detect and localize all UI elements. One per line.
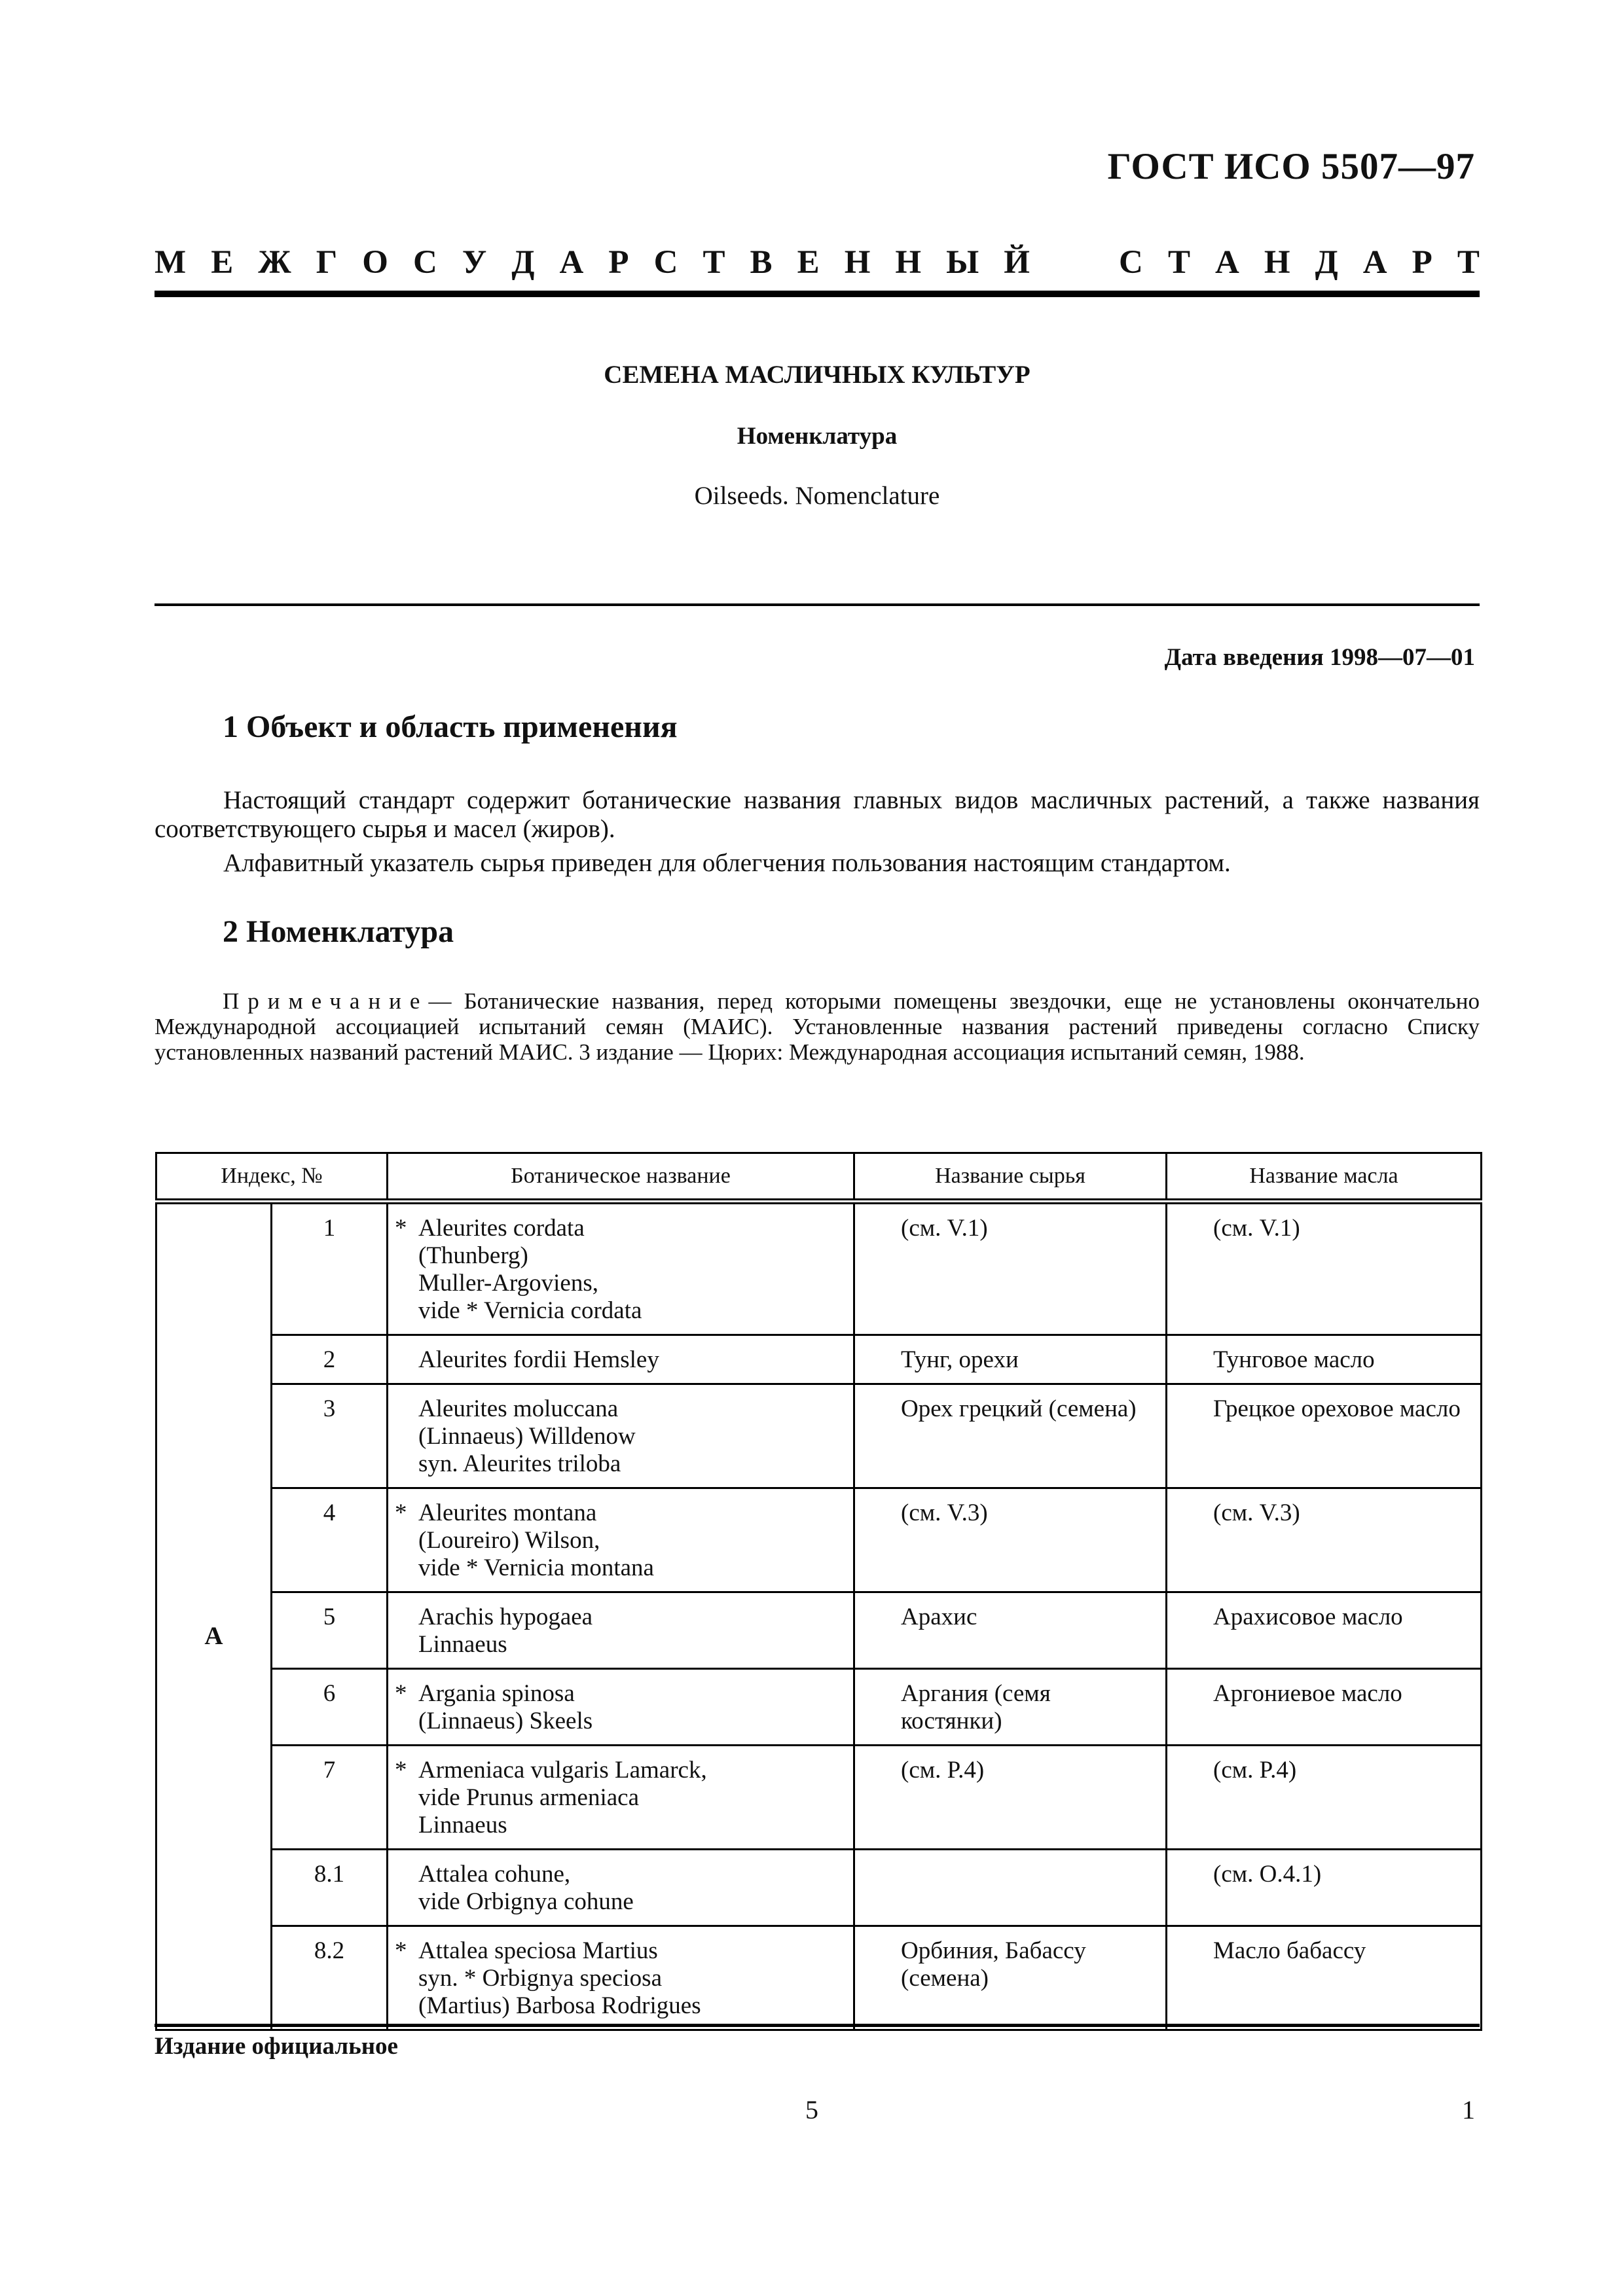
oil-name: Арахисовое масло [1167,1592,1482,1669]
botanical-line [395,1499,843,1527]
botanical-text: vide * Vernicia cordata [418,1297,642,1324]
botanical-line [395,1708,843,1735]
botanical-line [395,1680,843,1708]
document-code: ГОСТ ИСО 5507—97 [1107,146,1475,187]
botanical-name [388,1592,854,1669]
header-raw: Название сырья [854,1153,1167,1202]
botanical-line [395,1346,843,1374]
raw-material-name: (см. V.3) [854,1488,1167,1592]
botanical-line [395,1888,843,1916]
document-subtitle: Номенклатура [737,423,898,450]
botanical-line [395,1861,843,1888]
table-row [156,1488,1482,1592]
banner-letter: Т [702,244,725,281]
row-number: 3 [272,1384,388,1488]
group-letter: А [156,1202,272,2030]
raw-material-name: Арахис [854,1592,1167,1669]
botanical-line [395,1631,843,1659]
header-index: Индекс, № [156,1153,388,1202]
provisional-mark: * [395,1499,407,1526]
interstate-standard-banner [155,243,1480,281]
raw-material-name: Тунг, орехи [854,1335,1167,1384]
banner-letter: С [412,244,437,281]
botanical-text: Arachis hypogaea [418,1604,593,1630]
header-rule [155,291,1480,297]
banner-letter: Т [1457,244,1480,281]
banner-letter: Д [1315,244,1338,281]
note-label: Примечание [223,988,429,1014]
table-row [156,1384,1482,1488]
banner-letter: Е [797,244,820,281]
banner-letter: Д [511,244,535,281]
provisional-mark: * [395,1757,407,1784]
banner-letter: С [653,244,678,281]
botanical-text: (Loureiro) Wilson, [418,1527,600,1554]
row-number: 5 [272,1592,388,1669]
nomenclature-table [155,1152,1482,2031]
raw-material-name: Орех грецкий (семена) [854,1384,1167,1488]
oil-name: Грецкое ореховое масло [1167,1384,1482,1488]
row-number: 8.2 [272,1926,388,2030]
sheet-number: 1 [1462,2095,1475,2125]
botanical-text: Aleurites moluccana [418,1395,619,1422]
note-text: — Ботанические названия, перед которыми помещены звездочки, еще не установлены окончательно Международной ассоциацией испытаний семян (МАИС). Установленные названия растений приведены согласно Списку установленных названий растений МАИС. 3 издание — Цюрих: Международная ассоциация испытаний семян, 1988. [155,988,1480,1065]
banner-letter: С [1119,244,1143,281]
banner-letter: А [559,244,584,281]
row-number: 4 [272,1488,388,1592]
botanical-text: syn. Aleurites triloba [418,1450,621,1477]
english-title: Oilseeds. Nomenclature [694,482,940,510]
botanical-text: (Martius) Barbosa Rodrigues [418,1992,701,2019]
row-number: 7 [272,1746,388,1850]
botanical-line [395,1242,843,1270]
header-oil: Название масла [1167,1153,1482,1202]
row-number: 1 [272,1202,388,1335]
oil-name: (см. V.1) [1167,1202,1482,1335]
section-1-heading: 1 Объект и область применения [223,709,678,744]
banner-letter: Й [1004,244,1030,281]
banner-letter: Ы [946,244,979,281]
botanical-line [395,1423,843,1450]
document-title: СЕМЕНА МАСЛИЧНЫХ КУЛЬТУР [604,361,1030,389]
section-1-paragraph-2 [155,849,1480,878]
raw-material-name: (см. P.4) [854,1746,1167,1850]
oil-name: Тунговое масло [1167,1335,1482,1384]
oil-name: (см. V.3) [1167,1488,1482,1592]
botanical-text: Aleurites cordata [418,1215,585,1242]
botanical-line [395,1554,843,1582]
banner-letter: Т [1167,244,1190,281]
botanical-line [395,1812,843,1839]
edition-label: Издание официальное [155,2033,398,2060]
botanical-line [395,1784,843,1812]
row-number: 2 [272,1335,388,1384]
botanical-text: vide Orbignya cohune [418,1888,634,1915]
oil-name: Масло бабассу [1167,1926,1482,2030]
paragraph-text: Настоящий стандарт содержит ботанические названия главных видов масличных растений, а также названия соответствующего сырья и масел (жиров). [155,786,1480,843]
header-botanical: Ботаническое название [388,1153,854,1202]
botanical-text: Attalea speciosa Martius [418,1937,658,1964]
section-1-paragraph-1 [155,786,1480,844]
botanical-line [395,1527,843,1554]
banner-letter: Н [1264,244,1290,281]
banner-letter: Г [316,244,338,281]
botanical-name [388,1669,854,1746]
botanical-text: Attalea cohune, [418,1861,571,1888]
banner-letter: Р [1412,244,1432,281]
botanical-text: vide * Vernicia montana [418,1554,654,1581]
provisional-mark: * [395,1680,407,1707]
botanical-text: Armeniaca vulgaris Lamarck, [418,1757,707,1784]
botanical-text: Aleurites fordii Hemsley [418,1346,659,1373]
raw-material-name: Аргания (семя костянки) [854,1669,1167,1746]
provisional-mark: * [395,1215,407,1242]
footer-rule [155,2024,1480,2027]
oil-name: (см. P.4) [1167,1746,1482,1850]
banner-letter: У [462,244,487,281]
botanical-line [395,1450,843,1478]
banner-letter: А [1215,244,1239,281]
banner-letter: М [155,244,187,281]
botanical-name [388,1850,854,1926]
row-number: 6 [272,1669,388,1746]
banner-letter: Ж [258,244,291,281]
table-header-row [156,1153,1482,1202]
botanical-text: Linnaeus [418,1812,507,1839]
botanical-text: Argania spinosa [418,1680,575,1707]
botanical-line [395,1395,843,1423]
note-paragraph [155,988,1480,1065]
raw-material-name: Орбиния, Бабассу (семена) [854,1926,1167,2030]
banner-letter: О [362,244,388,281]
banner-letter: Н [844,244,871,281]
banner-letter: Р [608,244,629,281]
botanical-name [388,1202,854,1335]
page-number: 5 [805,2095,818,2125]
botanical-line [395,1270,843,1297]
botanical-line [395,1215,843,1242]
botanical-line [395,1992,843,2020]
botanical-line [395,1937,843,1965]
botanical-name [388,1384,854,1488]
botanical-text: (Thunberg) [418,1242,528,1269]
botanical-name [388,1488,854,1592]
botanical-text: syn. * Orbignya speciosa [418,1965,662,1992]
table-row [156,1202,1482,1335]
botanical-name [388,1335,854,1384]
botanical-line [395,1604,843,1631]
table-row [156,1746,1482,1850]
banner-letter: Е [211,244,234,281]
botanical-line [395,1757,843,1784]
table-row [156,1592,1482,1669]
banner-letter: В [750,244,773,281]
introduction-date: Дата введения 1998—07—01 [1164,644,1475,671]
table-row [156,1850,1482,1926]
botanical-text: (Linnaeus) Skeels [418,1708,593,1734]
botanical-line [395,1297,843,1325]
botanical-text: Linnaeus [418,1631,507,1658]
table-row [156,1335,1482,1384]
raw-material-name [854,1850,1167,1926]
botanical-line [395,1965,843,1992]
paragraph-text: Алфавитный указатель сырья приведен для облегчения пользования настоящим стандартом. [223,849,1231,877]
title-rule [155,603,1480,606]
row-number: 8.1 [272,1850,388,1926]
oil-name: Аргониевое масло [1167,1669,1482,1746]
table-row [156,1669,1482,1746]
banner-letter: Н [895,244,922,281]
oil-name: (см. O.4.1) [1167,1850,1482,1926]
section-2-heading: 2 Номенклатура [223,914,454,949]
botanical-name [388,1926,854,2030]
banner-letter: А [1362,244,1387,281]
botanical-text: (Linnaeus) Willdenow [418,1423,636,1450]
botanical-text: vide Prunus armeniaca [418,1784,639,1811]
botanical-text: Aleurites montana [418,1499,597,1526]
table-row [156,1926,1482,2030]
botanical-text: Muller-Argoviens, [418,1270,599,1297]
raw-material-name: (см. V.1) [854,1202,1167,1335]
provisional-mark: * [395,1937,407,1964]
botanical-name [388,1746,854,1850]
